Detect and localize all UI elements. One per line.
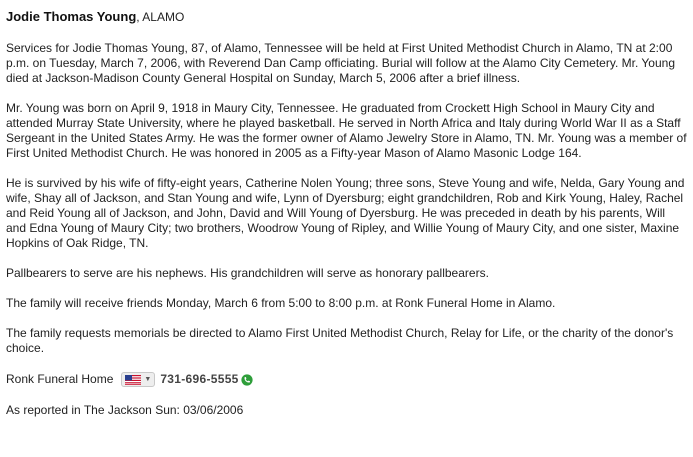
phone-call-icon[interactable] bbox=[241, 374, 253, 386]
location: , ALAMO bbox=[136, 10, 185, 24]
funeral-home-contact bbox=[6, 371, 687, 388]
paragraph-memorials: The family requests memorials be directed to Alamo First United Methodist Church, Relay for Life, or the charity of the donor's choice. bbox=[6, 326, 674, 355]
paragraph-survivors: He is survived by his wife of fifty-eight years, Catherine Nolen Young; three sons, Steve Young and wife, Nelda, Gary Young and wife, Shay all of Jackson, and Stan Young and wife, Lynn of Dyersburg; eight grandchildren, Rob and Kirk Young, Haley, Rachel and Reid Young all of Jackson, and John, David and Will Young of Dyersburg. He was preceded in death by his parents, Will and Edna Young of Maury City; two brothers, Woodrow Young of Ripley, and Willie Young of Maury City, and one sister, Maxine Hopkins of Oak Ridge, TN. bbox=[6, 176, 685, 250]
chevron-down-icon: ▼ bbox=[144, 376, 152, 383]
phone-widget[interactable] bbox=[121, 372, 252, 387]
phone-number[interactable]: 731-696-5555 bbox=[160, 372, 239, 386]
paragraph-biography: Mr. Young was born on April 9, 1918 in Maury City, Tennessee. He graduated from Crockett High School in Maury City and attended Murray State University, where he played basketball. He served in North Africa and Italy during World War II as a Staff Sergeant in the United States Army. He was the former owner of Alamo Jewelry Store in Alamo, TN. Mr. Young was a member of First United Methodist Church. He was honored in 2005 as a Fifty-year Mason of Alamo Masonic Lodge 164. bbox=[6, 101, 687, 160]
paragraph-services: Services for Jodie Thomas Young, 87, of Alamo, Tennessee will be held at First United Methodist Church in Alamo, TN at 2:00 p.m. on Tuesday, March 7, 2006, with Reverend Dan Camp officiating. Burial will follow at the Alamo City Cemetery. Mr. Young died at Jackson-Madison County General Hospital on Sunday, March 5, 2006 after a brief illness. bbox=[6, 41, 675, 85]
paragraph-visitation: The family will receive friends Monday, March 6 from 5:00 to 8:00 p.m. at Ronk Funeral Home in Alamo. bbox=[6, 296, 556, 310]
us-flag-icon bbox=[125, 375, 141, 385]
paragraph-pallbearers: Pallbearers to serve are his nephews. His grandchildren will serve as honorary pallbearers. bbox=[6, 266, 489, 280]
source-line: As reported in The Jackson Sun: 03/06/2006 bbox=[6, 403, 244, 417]
funeral-home-name: Ronk Funeral Home bbox=[6, 372, 114, 386]
country-selector[interactable] bbox=[121, 372, 155, 387]
deceased-name: Jodie Thomas Young bbox=[6, 9, 137, 24]
obituary-header bbox=[6, 9, 687, 25]
